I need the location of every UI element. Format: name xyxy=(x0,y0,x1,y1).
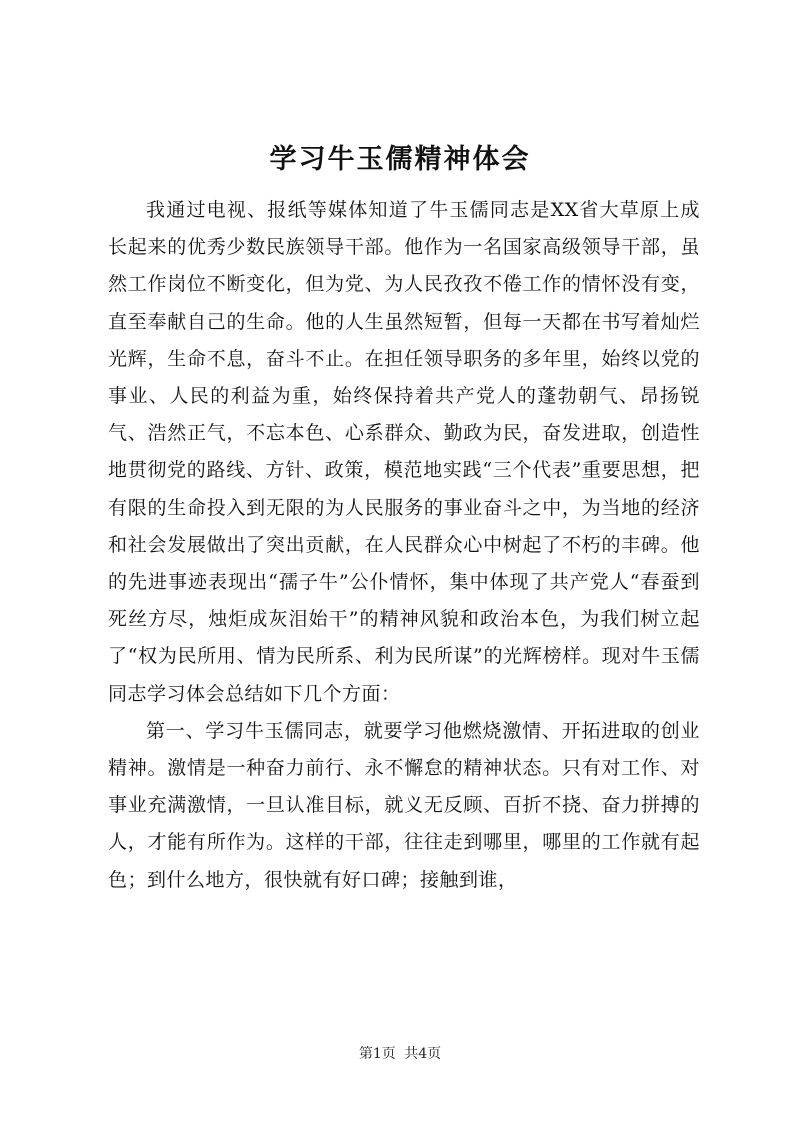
paragraph-intro: 我通过电视、报纸等媒体知道了牛玉儒同志是XX省大草原上成长起来的优秀少数民族领导干部。他作为一名国家高级领导干部，虽然工作岗位不断变化，但为党、为人民孜孜不倦工作的情怀没有变，直至奉献自己的生命。他的人生虽然短暂，但每一天都在书写着灿烂光辉，生命不息，奋斗不止。在担任领导职务的多年里，始终以党的事业、人民的利益为重，始终保持着共产党人的蓬勃朝气、昂扬锐气、浩然正气，不忘本色、心系群众、勤政为民，奋发进取，创造性地贯彻党的路线、方针、政策，模范地实践“三个代表”重要思想，把有限的生命投入到无限的为人民服务的事业奋斗之中，为当地的经济和社会发展做出了突出贡献，在人民群众心中树起了不朽的丰碑。他的先进事迹表现出“孺子牛”公仆情怀，集中体现了共产党人“春蚕到死丝方尽，烛炬成灰泪始干”的精神风貌和政治本色，为我们树立起了“权为民所用、情为民所系、利为民所谋”的光辉榜样。现对牛玉儒同志学习体会总结如下几个方面： xyxy=(108,199,700,705)
page-total: 共4页 xyxy=(404,1046,442,1062)
paragraph-first-point: 第一、学习牛玉儒同志，就要学习他燃烧激情、开拓进取的创业精神。激情是一种奋力前行、永不懈怠的精神状态。只有对工作、对事业充满激情，一旦认准目标，就义无反顾、百折不挠、奋力拼搏的人，才能有所作为。这样的干部，往往走到哪里，哪里的工作就有起色；到什么地方，很快就有好口碑；接触到谁， xyxy=(108,719,700,891)
document-body xyxy=(108,192,700,899)
page-number: 第1页 xyxy=(358,1046,396,1062)
document-title: 学习牛玉儒精神体会 xyxy=(269,144,531,175)
page-footer xyxy=(0,1044,800,1064)
